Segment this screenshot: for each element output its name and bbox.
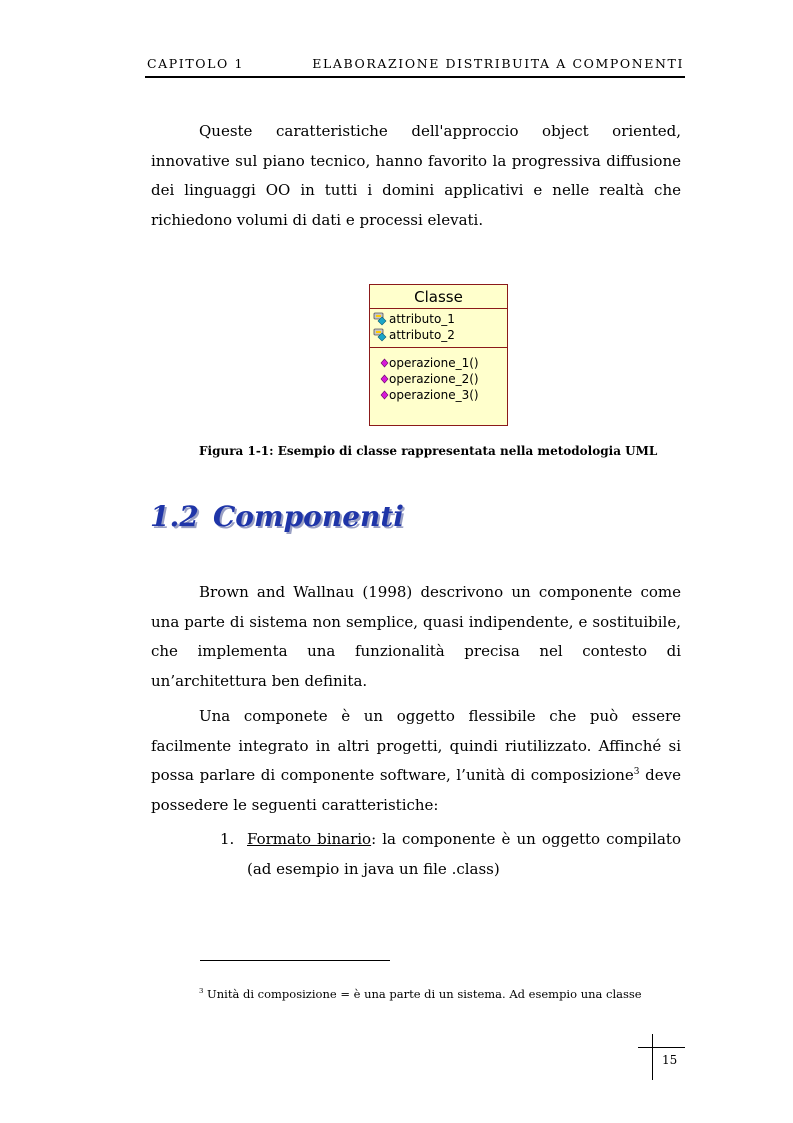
paragraph-text: Una componete è un oggetto flessibile che può essere facilmente integrato in altri progetti, quindi riutilizzato. Affinché si possa parlare di componente software, l’unità di composizione [151, 707, 681, 784]
corner-mark-vertical [652, 1034, 653, 1080]
operation-diamond-icon [380, 390, 389, 400]
section-heading [150, 500, 404, 533]
uml-attribute-row [370, 327, 507, 343]
operation-diamond-icon [380, 358, 389, 368]
section-title: Componenti [213, 500, 404, 533]
uml-operation-label: operazione_1() [389, 356, 479, 370]
list-item [220, 825, 681, 884]
header-rule [145, 76, 685, 78]
uml-operation-label: operazione_3() [389, 388, 479, 402]
list-item-text: : la componente è un oggetto compilato (ad esempio in java un file .class) [247, 830, 681, 878]
section-number: 1.2 [150, 500, 199, 533]
list-item-body [247, 825, 681, 884]
uml-operation-row [370, 371, 507, 387]
uml-attribute-label: attributo_2 [389, 328, 455, 342]
corner-mark-horizontal [638, 1047, 685, 1048]
footnote [199, 987, 642, 1001]
header-chapter: CAPITOLO 1 [147, 56, 244, 71]
operation-diamond-icon [380, 374, 389, 384]
attribute-key-icon [373, 328, 389, 342]
header-title: ELABORAZIONE DISTRIBUITA A COMPONENTI [312, 56, 684, 71]
footnote-rule [200, 960, 390, 961]
paragraph-text: deve possedere le seguenti caratteristiche: [151, 766, 681, 814]
uml-operations-compartment [370, 348, 507, 403]
uml-attribute-label: attributo_1 [389, 312, 455, 326]
footnote-text: Unità di composizione = è una parte di un sistema. Ad esempio una classe [203, 987, 642, 1001]
uml-class-diagram [369, 284, 508, 426]
attribute-key-icon [373, 312, 389, 326]
uml-operation-row [370, 355, 507, 371]
running-header [147, 56, 684, 71]
list-item-number: 1. [220, 830, 235, 848]
footnote-reference[interactable]: 3 [633, 767, 640, 777]
uml-attribute-row [370, 311, 507, 327]
paragraph-definition: Brown and Wallnau (1998) descrivono un componente come una parte di sistema non semplice, quasi indipendente, e sostituibile, che implementa una funzionalità precisa nel contesto di un’architettura ben definita. [151, 583, 681, 690]
uml-class-name: Classe [370, 285, 507, 309]
uml-attributes-compartment [370, 309, 507, 348]
list-item-term: Formato binario [247, 830, 372, 848]
intro-paragraph: Queste caratteristiche dell'approccio object oriented, innovative sul piano tecnico, hanno favorito la progressiva diffusione dei linguaggi OO in tutti i domini applicativi e nelle realtà che richiedono volumi di dati e processi elevati. [151, 122, 681, 229]
uml-operation-row [370, 387, 507, 403]
uml-operation-label: operazione_2() [389, 372, 479, 386]
page-number: 15 [662, 1053, 678, 1067]
figure-caption: Figura 1-1: Esempio di classe rappresentata nella metodologia UML [199, 444, 658, 458]
paragraph-characteristics [151, 702, 681, 820]
footnote-marker: 3 [199, 987, 204, 996]
